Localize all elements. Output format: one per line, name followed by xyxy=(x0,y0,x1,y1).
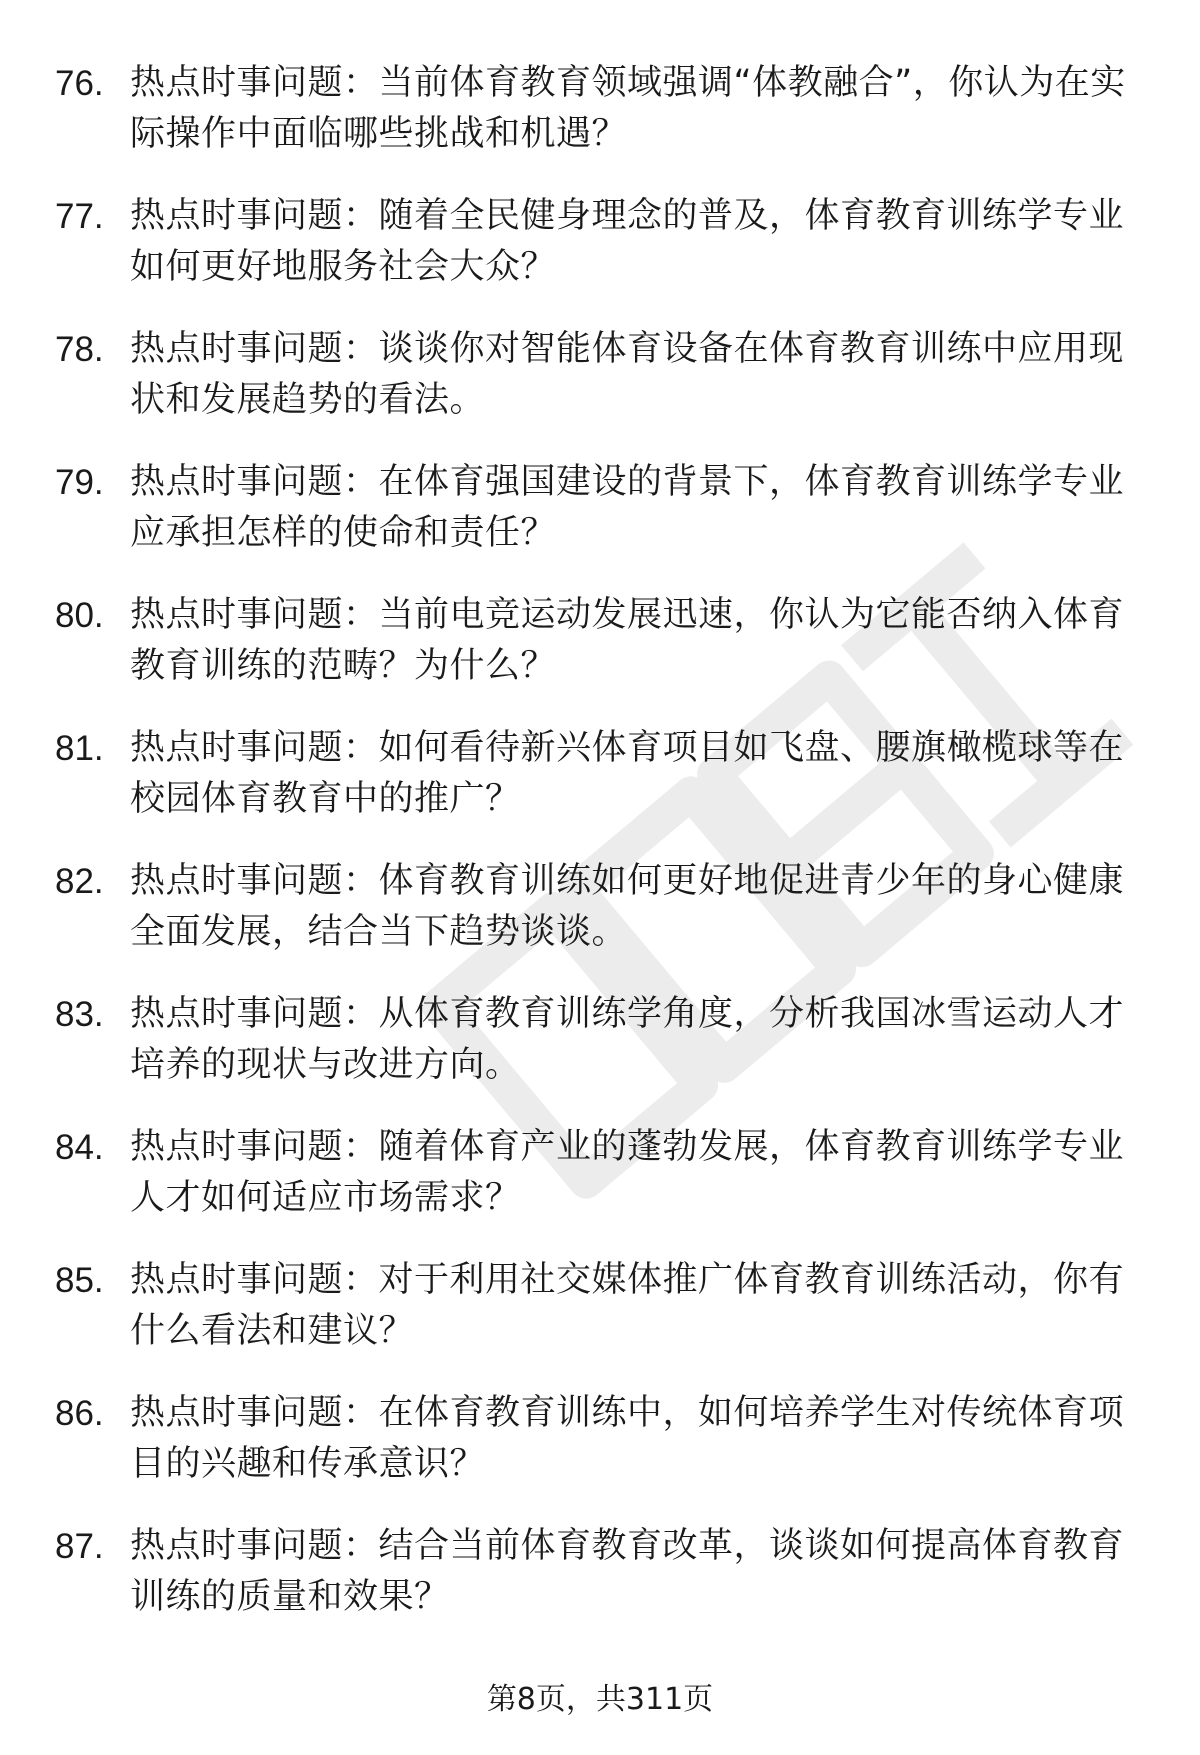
question-number: 82. xyxy=(55,862,104,901)
question-text: 热点时事问题：当前体育教育领域强调“体教融合”，你认为在实际操作中面临哪些挑战和机遇？ xyxy=(130,63,1126,154)
question-number: 79. xyxy=(55,463,104,502)
question-number: 81. xyxy=(55,729,104,768)
question-text: 热点时事问题：当前电竞运动发展迅速，你认为它能否纳入体育教育训练的范畴？为什么？ xyxy=(130,595,1125,686)
list-item xyxy=(0,1255,1200,1377)
question-number: 76. xyxy=(55,64,104,103)
question-text: 热点时事问题：在体育强国建设的背景下，体育教育训练学专业应承担怎样的使命和责任？ xyxy=(130,462,1125,553)
question-text: 热点时事问题：体育教育训练如何更好地促进青少年的身心健康全面发展，结合当下趋势谈谈。 xyxy=(130,861,1125,952)
question-text: 热点时事问题：在体育教育训练中，如何培养学生对传统体育项目的兴趣和传承意识？ xyxy=(130,1393,1125,1484)
list-item xyxy=(0,457,1200,579)
list-item xyxy=(0,1521,1200,1643)
question-number: 80. xyxy=(55,596,104,635)
list-item xyxy=(0,989,1200,1111)
list-item xyxy=(0,1388,1200,1510)
question-text: 热点时事问题：随着体育产业的蓬勃发展，体育教育训练学专业人才如何适应市场需求？ xyxy=(130,1127,1125,1218)
question-number: 86. xyxy=(55,1394,104,1433)
question-list xyxy=(0,58,1200,1654)
question-text: 热点时事问题：从体育教育训练学角度，分析我国冰雪运动人才培养的现状与改进方向。 xyxy=(130,994,1125,1085)
question-text: 热点时事问题：结合当前体育教育改革，谈谈如何提高体育教育训练的质量和效果？ xyxy=(130,1526,1125,1617)
list-item xyxy=(0,1122,1200,1244)
list-item xyxy=(0,590,1200,712)
list-item xyxy=(0,191,1200,313)
question-number: 87. xyxy=(55,1527,104,1566)
list-item xyxy=(0,324,1200,446)
question-text: 热点时事问题：随着全民健身理念的普及，体育教育训练学专业如何更好地服务社会大众？ xyxy=(130,196,1125,287)
page-indicator: 第8页，共311页 xyxy=(486,1682,714,1717)
question-number: 83. xyxy=(55,995,104,1034)
question-number: 84. xyxy=(55,1128,104,1167)
list-item xyxy=(0,58,1200,180)
question-number: 85. xyxy=(55,1261,104,1300)
list-item xyxy=(0,856,1200,978)
question-text: 热点时事问题：谈谈你对智能体育设备在体育教育训练中应用现状和发展趋势的看法。 xyxy=(130,329,1125,420)
question-text: 热点时事问题：如何看待新兴体育项目如飞盘、腰旗橄榄球等在校园体育教育中的推广？ xyxy=(130,728,1125,819)
question-number: 77. xyxy=(55,197,104,236)
list-item xyxy=(0,723,1200,845)
question-text: 热点时事问题：对于利用社交媒体推广体育教育训练活动，你有什么看法和建议？ xyxy=(130,1260,1125,1351)
question-number: 78. xyxy=(55,330,104,369)
